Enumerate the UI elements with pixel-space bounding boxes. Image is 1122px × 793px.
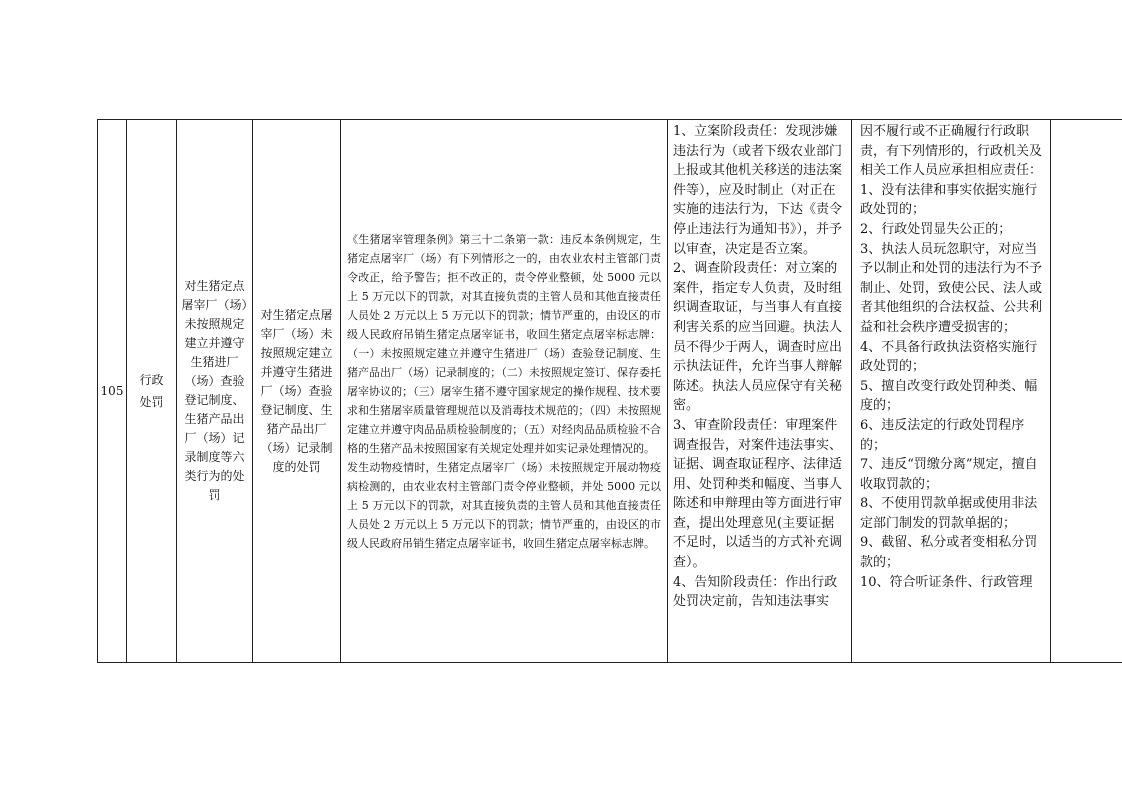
responsibility-duties: [668, 120, 852, 663]
accountability-item-2: 2、行政处罚显失公正的；: [860, 221, 1012, 237]
accountability-item-5: 5、擅自改变行政处罚种类、幅度的；: [860, 378, 1038, 414]
duty-item-1: 1、立案阶段责任：发现涉嫌违法行为（或者下级农业部门上报或其他机关移送的违法案件等），应及时制止（对正在实施的违法行为，下达《责令停止违法行为通知书》），并予以审查，决定是否立案。: [673, 124, 843, 257]
accountability-item-1: 1、没有法律和事实依据实施行政处罚的；: [860, 182, 1038, 218]
power-item-name: 对生猪定点屠宰厂（场）未按照规定建立并遵守生猪进厂（场）查验登记制度、生猪产品出厂（场）记录制度等六类行为的处罚: [177, 120, 253, 663]
duty-item-3: 3、审查阶段责任：审理案件调查报告，对案件违法事实、证据、调查取证程序、法律适用、处罚种类和幅度、当事人陈述和申辩理由等方面进行审查，提出处理意见(主要证据不足时，以适当的方式补充调查）。: [673, 417, 843, 571]
accountability-intro: 因不履行或不正确履行行政职责，有下列情形的，行政机关及相关工作人员应承担相应责任：: [860, 124, 1043, 179]
accountability-item-3: 3、执法人员玩忽职守，对应当予以制止和处罚的违法行为不予制止、处罚，致使公民、法人或者其他组织的合法权益、公共利益和社会秩序遭受损害的；: [860, 241, 1043, 335]
accountability-item-10: 10、符合听证条件、行政管理: [860, 574, 1033, 590]
accountability-item-6: 6、违反法定的行政处罚程序的；: [860, 417, 1025, 453]
legal-basis-paragraph-2: 发生动物疫情时，生猪定点屠宰厂（场）未按照规定开展动物疫病检测的，由农业农村主管部门责令停业整顿，并处 5000 元以上 5 万元以下的罚款，对其直接负责的主管人员和其他直接责任人员处 2 万元以上 5 万元以下的罚款；情节严重的，由设区的市级人民政府吊销生猪定点屠宰证书，收回生猪定点屠宰标志牌。: [347, 460, 661, 550]
accountability-item-7: 7、违反“罚缴分离”规定，擅自收取罚款的；: [860, 457, 1038, 492]
accountability-item-9: 9、截留、私分或者变相私分罚款的；: [860, 535, 1038, 571]
responsibility-table: [97, 119, 1122, 663]
accountability-item-8: 8、不使用罚款单据或使用非法定部门制发的罚款单据的；: [860, 496, 1038, 531]
duty-item-4: 4、告知阶段责任：作出行政处罚决定前，告知违法事实: [673, 574, 838, 610]
sub-item-name: 对生猪定点屠宰厂（场）未按照规定建立并遵守生猪进厂（场）查验登记制度、生猪产品出厂（场）记录制度的处罚: [253, 120, 341, 663]
power-type-text: 行政处罚: [139, 373, 164, 409]
duty-item-2: 2、调查阶段责任：对立案的案件，指定专人负责，及时组织调查取证，与当事人有直接利害关系的应当回避。执法人员不得少于两人，调查时应出示执法证件，允许当事人辩解陈述。执法人员应保守有关秘密。: [673, 261, 843, 414]
accountability-item-4: 4、不具备行政执法资格实施行政处罚的；: [860, 339, 1038, 375]
remarks: [1051, 120, 1122, 663]
accountability: [852, 120, 1051, 663]
row-number: 105: [98, 120, 127, 663]
legal-basis-paragraph-1: 《生猪屠宰管理条例》第三十二条第一款：违反本条例规定，生猪定点屠宰厂（场）有下列情形之一的，由农业农村主管部门责令改正，给予警告；拒不改正的，责令停业整顿，处 5000 元以上 5 万元以下的罚款，对其直接负责的主管人员和其他直接责任人员处 2 万元以上 5 万元以下的罚款；情节严重的，由设区的市级人民政府吊销生猪定点屠宰证书，收回生猪定点屠宰标志牌：（一）未按照规定建立并遵守生猪进厂（场）查验登记制度、生猪产品出厂（场）记录制度的；（二）未按照规定签订、保存委托屠宰协议的；（三）屠宰生猪不遵守国家规定的操作规程、技术要求和生猪屠宰质量管理规范以及消毒技术规范的；（四）未按照规定建立并遵守肉品品质检验制度的；（五）对经肉品品质检验不合格的生猪产品未按照国家有关规定处理并如实记录处理情况的。: [347, 232, 661, 455]
table-row: [98, 120, 1122, 663]
power-type: [127, 120, 177, 663]
legal-basis: [341, 120, 668, 663]
